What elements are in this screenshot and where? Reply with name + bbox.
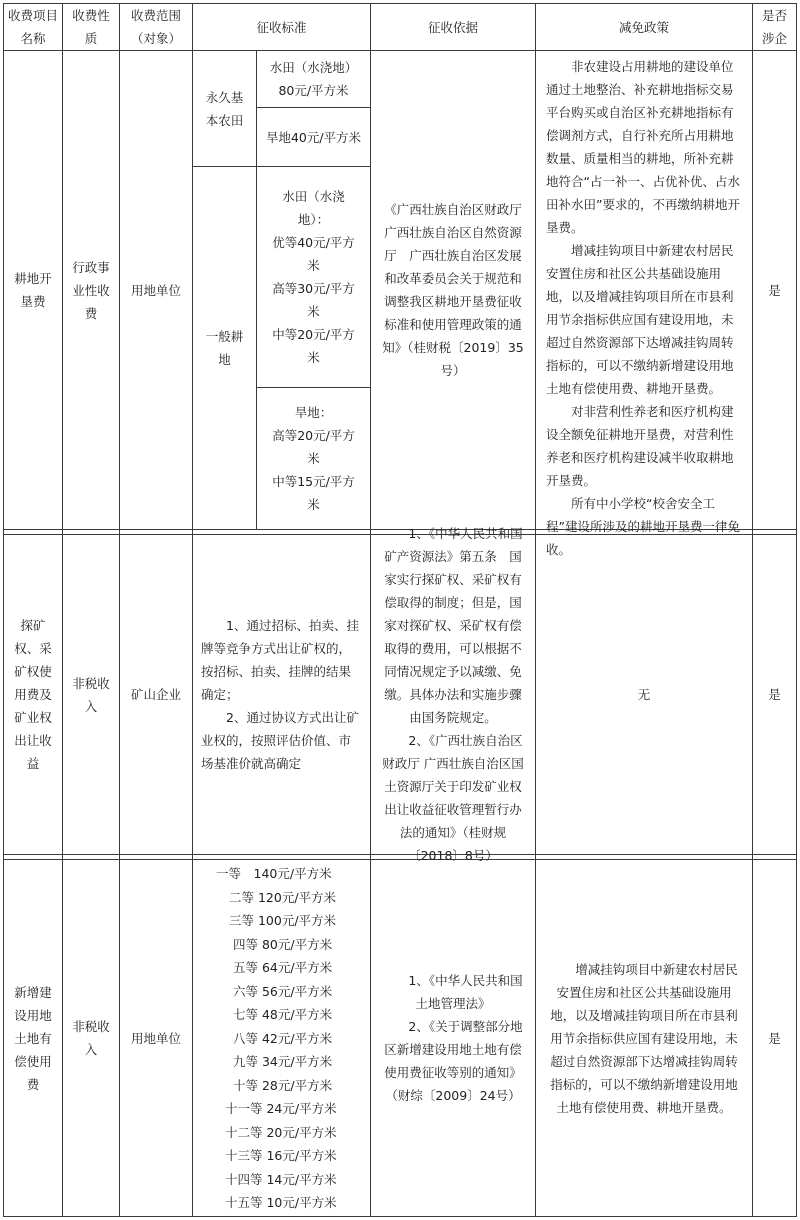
row1-permanent-paddy: 水田（水浇地）80元/平方米 bbox=[269, 60, 358, 98]
grade-item: 十二等 20元/平方米 bbox=[225, 1124, 337, 1140]
row1-policy-paragraph: 非农建设占用耕地的建设单位通过土地整治、补充耕地指标交易平台购买或自治区补充耕地指标有偿调剂方式，自行补充所占用耕地数量、质量相当的耕地，所补充耕地符合“占一补一、占优补优、占水田补水田”要求的，不再缴纳耕地开垦费。 bbox=[546, 59, 740, 235]
grade-item: 十四等 14元/平方米 bbox=[225, 1171, 337, 1187]
row3-enterprise: 是 bbox=[768, 1030, 781, 1046]
header-nature: 收费性质 bbox=[72, 8, 110, 46]
row2-policy: 无 bbox=[637, 687, 651, 702]
grade-item: 八等 42元/平方米 bbox=[233, 1030, 333, 1046]
grade-item: 五等 64元/平方米 bbox=[233, 960, 333, 975]
row3-standard-grades bbox=[193, 862, 369, 1215]
grade-item: 十五等 10元/平方米 bbox=[225, 1195, 337, 1210]
row2-basis-item: 1、《中华人民共和国矿产资源法》第五条 国家实行探矿权、采矿权有偿取得的制度；但是，国家对探矿权、采矿权有偿取得的费用，可以根据不同情况规定予以减缴、免缴。具体办法和实施步骤由国务院规定。 bbox=[384, 526, 523, 725]
grade-item: 四等 80元/平方米 bbox=[233, 936, 333, 952]
grade-item: 二等 120元/平方米 bbox=[229, 889, 337, 905]
row2-standard-item: 2、通过协议方式出让矿业权的，按照评估价值、市场基准价就高确定 bbox=[201, 710, 359, 771]
grade-item: 十等 28元/平方米 bbox=[233, 1077, 333, 1093]
row1-policy-paragraph: 对非营利性养老和医疗机构建设全额免征耕地开垦费，对营利性养老和医疗机构建设减半收取耕地开垦费。 bbox=[546, 404, 734, 488]
table-border-bottom bbox=[3, 1216, 797, 1217]
table-border-right bbox=[796, 3, 797, 1217]
row1-general-paddy: 水田（水浇地）： 优等40元/平方米 高等30元/平方米 中等20元/平方米 bbox=[272, 189, 355, 365]
row2-basis-item: 2、《广西壮族自治区财政厅 广西壮族自治区国土资源厅关于印发矿业权出让收益征收管理暂行办法的通知》（桂财规〔2018〕8号） bbox=[382, 733, 524, 863]
grade-item: 六等 56元/平方米 bbox=[233, 983, 333, 999]
grade-item: 九等 34元/平方米 bbox=[233, 1054, 333, 1069]
row1-general-dry: 旱地： 高等20元/平方米 中等15元/平方米 bbox=[272, 405, 355, 512]
row1-basis: 《广西壮族自治区财政厅 广西壮族自治区自然资源厅 广西壮族自治区发展和改革委员会关于规范和调整我区耕地开垦费征收标准和使用管理政策的通知》（桂财税〔2019〕35号） bbox=[382, 202, 524, 378]
row2-nature: 非税收入 bbox=[72, 675, 110, 714]
row3-policy-paragraph: 增减挂钩项目中新建农村居民安置住房和社区公共基础设施用地，以及增减挂钩项目所在市县利用节余指标供应国有建设用地，未超过自然资源部下达增减挂钩周转指标的，可以不缴纳新增建设用地土地有偿使用费、耕地开垦费。 bbox=[550, 961, 738, 1115]
row2-standard-item: 1、通过招标、拍卖、挂牌等竞争方式出让矿权的，按招标、拍卖、挂牌的结果确定； bbox=[201, 618, 359, 702]
row3-policy bbox=[536, 860, 752, 1216]
row3-basis-item: 2、《关于调整部分地区新增建设用地土地有偿使用费征收等别的通知》（财综〔2009〕24号） bbox=[384, 1019, 523, 1103]
grade-item: 七等 48元/平方米 bbox=[233, 1007, 333, 1022]
row1-general-label: 一般耕地 bbox=[205, 329, 244, 367]
row3-nature: 非税收入 bbox=[72, 1019, 110, 1057]
grade-item: 一等 140元/平方米 bbox=[216, 866, 332, 881]
header-policy: 减免政策 bbox=[618, 19, 669, 35]
header-scope: 收费范围（对象） bbox=[130, 8, 181, 46]
row1-policy-paragraph: 所有中小学校“校舍安全工程”建设所涉及的耕地开垦费一律免收。 bbox=[546, 496, 740, 557]
row1-policy bbox=[536, 51, 752, 557]
row3-scope: 用地单位 bbox=[130, 1030, 181, 1046]
row3-basis bbox=[371, 860, 535, 1216]
row1-name: 耕地开垦费 bbox=[14, 271, 52, 309]
grade-item: 三等 100元/平方米 bbox=[229, 913, 337, 928]
header-standard: 征收标准 bbox=[256, 19, 307, 35]
row3-name: 新增建设用地土地有偿使用费 bbox=[14, 984, 52, 1092]
row2-name: 探矿权、采矿权使用费及矿业权出让收益 bbox=[14, 618, 52, 771]
header-item-name: 收费项目名称 bbox=[8, 8, 59, 46]
row1-permanent-dry: 旱地40元/平方米 bbox=[265, 129, 362, 145]
header-enterprise: 是否涉企 bbox=[761, 8, 787, 46]
row3-basis-item: 1、《中华人民共和国土地管理法》 bbox=[408, 973, 523, 1011]
grade-item: 十一等 24元/平方米 bbox=[225, 1101, 337, 1116]
row2-enterprise: 是 bbox=[768, 687, 781, 702]
header-basis: 征收依据 bbox=[427, 19, 478, 35]
row1-policy-paragraph: 增减挂钩项目中新建农村居民安置住房和社区公共基础设施用地，以及增减挂钩项目所在市县利用节余指标供应国有建设用地，未超过自然资源部下达增减挂钩周转指标的，可以不缴纳新增建设用地土地有偿使用费、耕地开垦费。 bbox=[546, 243, 734, 396]
row1-permanent-label: 永久基本农田 bbox=[205, 89, 244, 128]
row1-nature: 行政事业性收费 bbox=[72, 259, 110, 321]
row2-basis bbox=[371, 526, 535, 863]
grade-item: 十三等 16元/平方米 bbox=[225, 1148, 337, 1163]
row2-scope: 矿山企业 bbox=[130, 687, 181, 702]
row2-standard bbox=[193, 535, 370, 854]
row1-scope: 用地单位 bbox=[130, 282, 181, 298]
row1-enterprise: 是 bbox=[768, 282, 781, 298]
